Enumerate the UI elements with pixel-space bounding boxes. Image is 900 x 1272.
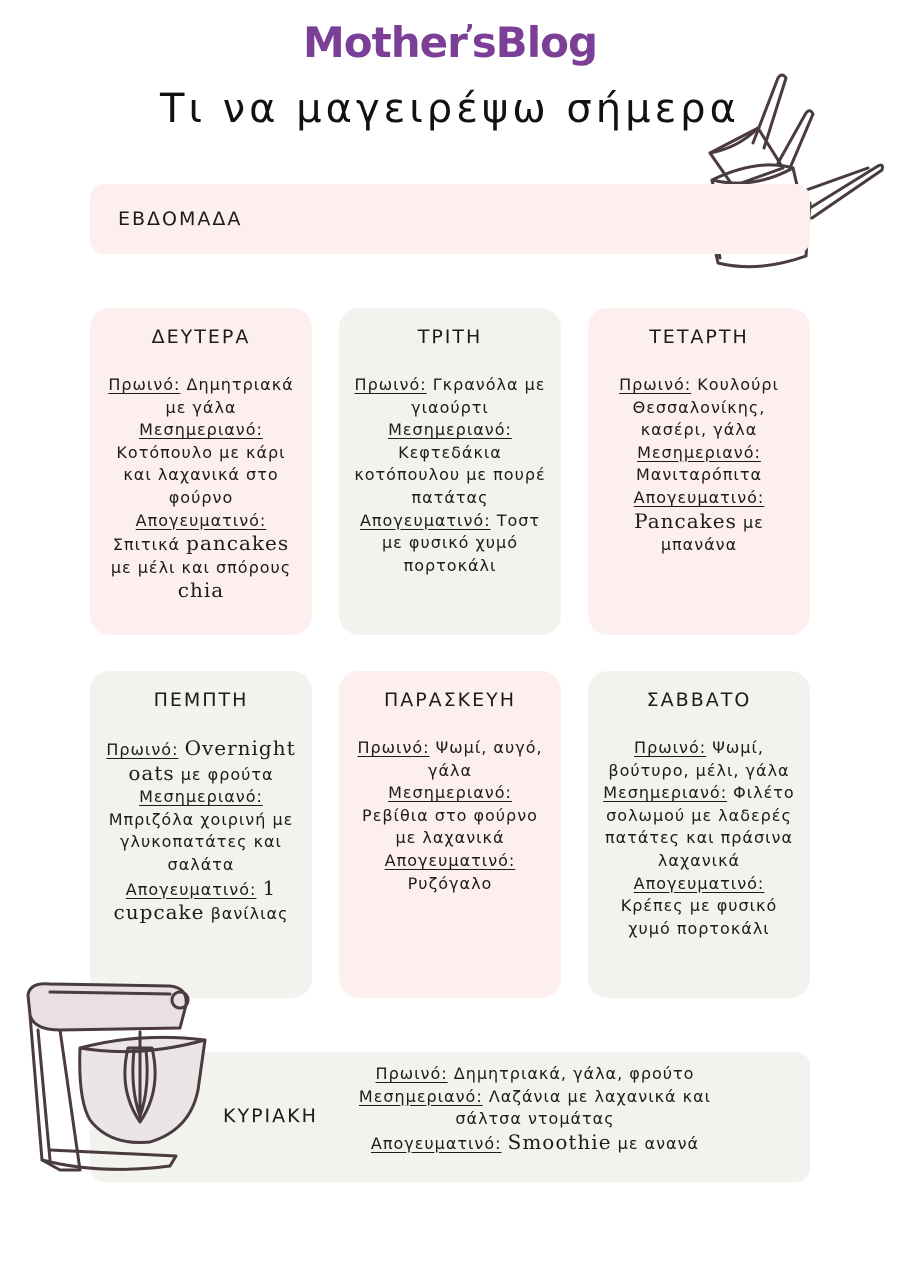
day-card-saturday — [588, 671, 810, 998]
breakfast-label: Πρωινό: — [106, 740, 179, 759]
page-title: Τι να μαγειρέψω σήμερα — [160, 86, 740, 132]
lunch-text: Μανιταρόπιτα — [635, 465, 763, 485]
lunch-text: Κεφτεδάκια κοτόπουλου με πουρέ πατάτας — [354, 442, 546, 507]
day-name: ΤΡΙΤΗ — [417, 326, 483, 348]
week-label: ΕΒΔΟΜΑΔΑ — [118, 208, 243, 230]
meal-list — [335, 1063, 735, 1155]
snack-text: Κρέπες με φυσικό χυμό πορτοκάλι — [620, 896, 778, 938]
breakfast-label: Πρωινό: — [108, 375, 181, 394]
lunch-label: Μεσημεριανό: — [139, 787, 263, 807]
breakfast-label: Πρωινό: — [375, 1064, 448, 1083]
snack-text-post: με μπανάνα — [660, 512, 764, 555]
day-card-wednesday — [588, 308, 810, 635]
breakfast-text: Γκρανόλα με γιαούρτι — [411, 375, 546, 417]
breakfast-label: Πρωινό: — [354, 375, 427, 394]
meal-list — [598, 374, 800, 557]
snack-text: Ρυζόγαλο — [407, 873, 493, 893]
snack-label: Απογευματινό: — [384, 850, 516, 870]
breakfast-text: Ψωμί, βούτυρο, μέλι, γάλα — [608, 738, 790, 780]
meal-list — [100, 374, 302, 604]
breakfast-text: Κουλούρι Θεσσαλονίκης, κασέρι, γάλα — [632, 375, 779, 440]
snack-script-text: Pancakes — [634, 508, 737, 533]
snack-label: Απογευματινό: — [359, 510, 491, 530]
snack-text: Τοστ με φυσικό χυμό πορτοκάλι — [381, 510, 541, 575]
day-card-monday — [90, 308, 312, 635]
lunch-label: Μεσημεριανό: — [637, 442, 761, 462]
lunch-text: Ρεβίθια στο φούρνο με λαχανικά — [362, 805, 538, 848]
lunch-label: Μεσημεριανό: — [139, 420, 263, 440]
snack-label: Απογευματινό: — [633, 487, 765, 507]
lunch-label: Μεσημεριανό: — [388, 783, 512, 803]
meal-list — [598, 737, 800, 940]
day-name: ΔΕΥΤΕΡΑ — [151, 326, 251, 348]
breakfast-text-post: με φρούτα — [180, 764, 274, 784]
breakfast-label: Πρωινό: — [634, 738, 707, 757]
lunch-text: Φιλέτο σολωμού με λαδερές πατάτες και πράσινα λαχανικά — [605, 783, 795, 870]
snack-script-text: Smoothie — [507, 1129, 612, 1154]
snack-label: Απογευματινό: — [370, 1133, 502, 1153]
snack-text-pre: Σπιτικά — [112, 535, 181, 555]
snack-script-text: pancakes — [186, 531, 290, 556]
snack-label: Απογευματινό: — [633, 873, 765, 893]
breakfast-text: Δημητριακά, γάλα, φρούτο — [453, 1064, 695, 1083]
day-card-tuesday — [339, 308, 561, 635]
day-name: ΣΑΒΒΑΤΟ — [646, 689, 752, 711]
logo-text-mother: Mother — [302, 18, 467, 67]
snack-script-text: 1 cupcake — [113, 875, 277, 925]
breakfast-label: Πρωινό: — [357, 738, 430, 757]
meal-list — [100, 737, 302, 926]
lunch-text: Μπριζόλα χοιρινή με γλυκοπατάτες και σαλάτα — [108, 809, 294, 874]
lunch-text: Κοτόπουλο με κάρι και λαχανικά στο φούρνο — [116, 442, 286, 507]
snack-script-text-2: chia — [177, 578, 225, 603]
logo-text-blog: sBlog — [471, 18, 598, 67]
lunch-text: Λαζάνια με λαχανικά και σάλτσα ντομάτας — [455, 1086, 712, 1129]
lunch-label: Μεσημεριανό: — [603, 783, 728, 803]
lunch-label: Μεσημεριανό: — [388, 420, 512, 440]
breakfast-text: Ψωμί, αυγό, γάλα — [427, 738, 543, 780]
day-name: ΠΑΡΑΣΚΕΥΗ — [383, 689, 517, 711]
day-name: ΤΕΤΑΡΤΗ — [649, 326, 749, 348]
meal-list — [349, 374, 551, 577]
stand-mixer-icon — [20, 970, 220, 1180]
breakfast-script-text: Overnight oats — [128, 736, 296, 785]
meal-list — [349, 737, 551, 895]
week-bar — [90, 184, 810, 254]
day-card-thursday — [90, 671, 312, 998]
day-card-friday — [339, 671, 561, 998]
day-name: ΠΕΜΠΤΗ — [153, 689, 249, 711]
snack-text-post: βανίλιας — [210, 904, 289, 924]
logo-apostrophe: ’ — [464, 20, 474, 50]
snack-text-mid: με μέλι και σπόρους — [110, 557, 292, 577]
snack-text-post: με ανανά — [617, 1133, 700, 1153]
brand-logo — [0, 18, 900, 67]
lunch-label: Μεσημεριανό: — [358, 1086, 483, 1106]
breakfast-label: Πρωινό: — [619, 375, 692, 394]
snack-label: Απογευματινό: — [135, 510, 267, 530]
snack-label: Απογευματινό: — [125, 879, 257, 899]
day-name: ΚΥΡΙΑΚΗ — [223, 1105, 318, 1127]
breakfast-text: Δημητριακά με γάλα — [165, 375, 294, 417]
